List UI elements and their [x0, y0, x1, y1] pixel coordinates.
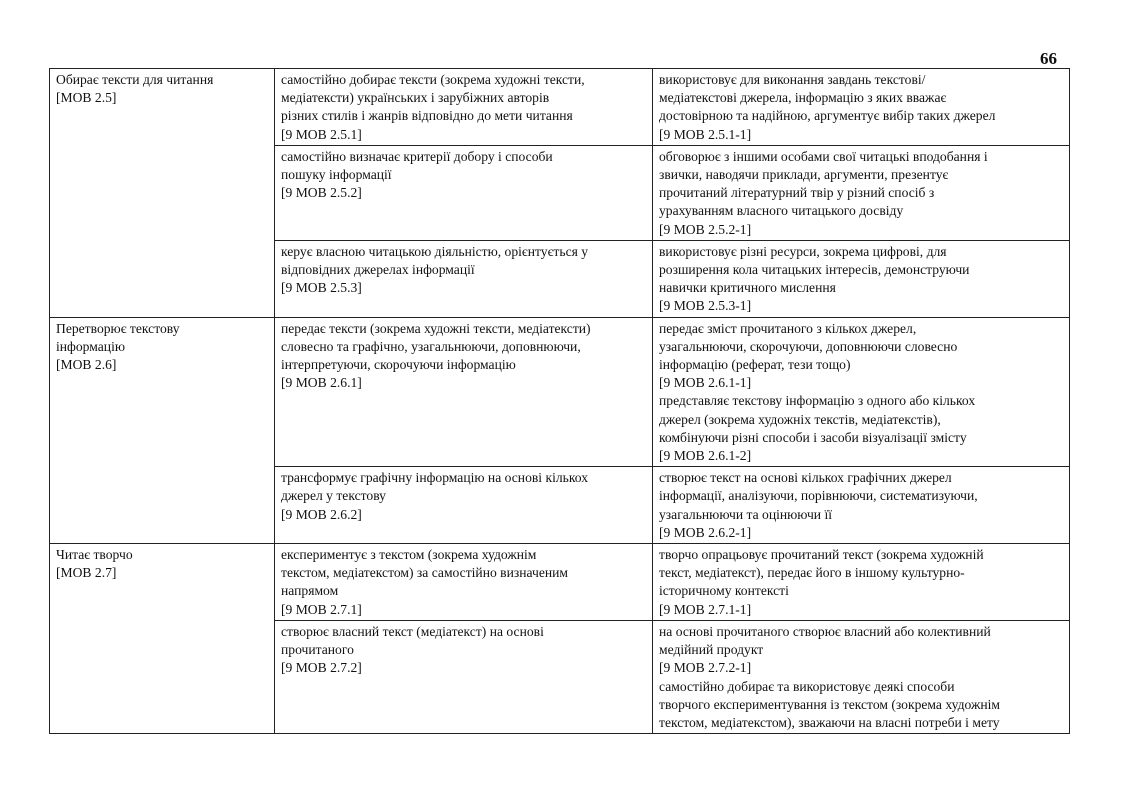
- text-line: на основі прочитаного створює власний або колективний: [659, 623, 991, 639]
- page-number: 66: [1040, 49, 1057, 68]
- text-line: створює власний текст (медіатекст) на основі: [281, 623, 544, 639]
- specific-outcome-cell: [275, 145, 653, 240]
- text-line: текстом, медіатекстом), зважаючи на власні потреби і мету: [659, 714, 1000, 730]
- outcome-code: [9 МОВ 2.6.1-1]: [659, 375, 752, 391]
- skill-cell: [50, 69, 275, 318]
- outcome-code: [9 МОВ 2.6.2-1]: [659, 524, 752, 540]
- text-line: історичному контексті: [659, 583, 789, 599]
- skill-line: інформацію: [56, 338, 125, 354]
- outcome-code: [9 МОВ 2.5.1]: [281, 126, 362, 142]
- text-line: комбінуючи різні способи і засоби візуалізації змісту: [659, 429, 967, 445]
- outcome-code: [9 МОВ 2.5.3]: [281, 280, 362, 296]
- text-line: різних стилів і жанрів відповідно до мети читання: [281, 108, 573, 124]
- expected-result-cell: [653, 467, 1070, 544]
- outcome-code: [9 МОВ 2.5.1-1]: [659, 126, 752, 142]
- text-line: створює текст на основі кількох графічних джерел: [659, 470, 952, 486]
- text-line: використовує для виконання завдань текстові/: [659, 72, 926, 87]
- outcome-code: [9 МОВ 2.6.1-2]: [659, 448, 752, 464]
- text-line: медіатексти) українських і зарубіжних авторів: [281, 90, 550, 106]
- text-line: звички, наводячи приклади, аргументи, презентує: [659, 167, 949, 183]
- text-line: передає зміст прочитаного з кількох джерел,: [659, 320, 917, 336]
- outcome-code: [9 МОВ 2.6.1]: [281, 375, 362, 391]
- text-line: джерел у текстову: [281, 488, 386, 504]
- text-line: самостійно добирає тексти (зокрема художні тексти,: [281, 72, 585, 87]
- text-line: використовує різні ресурси, зокрема цифрові, для: [659, 243, 947, 259]
- outcome-code: [9 МОВ 2.5.2]: [281, 185, 362, 201]
- expected-result-cell: [653, 240, 1070, 317]
- text-line: словесно та графічно, узагальнюючи, доповнюючи,: [281, 338, 581, 354]
- text-line: напрямом: [281, 583, 339, 599]
- expected-result-cell: [653, 69, 1070, 146]
- specific-outcome-cell: [275, 69, 653, 146]
- skill-line: [МОВ 2.5]: [56, 90, 117, 106]
- text-line: творчого експериментування із текстом (зокрема художнім: [659, 696, 1000, 712]
- skill-line: Перетворює текстову: [56, 320, 180, 336]
- expected-result-cell: [653, 317, 1070, 467]
- curriculum-table: [49, 68, 1070, 734]
- text-line: обговорює з іншими особами свої читацькі вподобання і: [659, 148, 988, 164]
- text-line: керує власною читацькою діяльністю, орієнтується у: [281, 243, 589, 259]
- text-line: самостійно добирає та використовує деякі способи: [659, 678, 955, 694]
- table-row: [50, 544, 1070, 621]
- outcome-code: [9 МОВ 2.7.1]: [281, 601, 362, 617]
- specific-outcome-cell: [275, 317, 653, 467]
- text-line: достовірною та надійною, аргументує вибір таких джерел: [659, 108, 996, 124]
- text-line: інтерпретуючи, скорочуючи інформацію: [281, 357, 516, 373]
- skill-cell: [50, 544, 275, 734]
- text-line: текстом, медіатекстом) за самостійно визначеним: [281, 565, 569, 581]
- text-line: пошуку інформації: [281, 167, 392, 183]
- outcome-code: [9 МОВ 2.6.2]: [281, 506, 362, 522]
- text-line: представляє текстову інформацію з одного або кількох: [659, 393, 976, 409]
- skill-line: [МОВ 2.7]: [56, 565, 117, 581]
- outcome-code: [9 МОВ 2.7.2-1]: [659, 660, 752, 676]
- skill-line: Обирає тексти для читання: [56, 72, 214, 87]
- text-line: розширення кола читацьких інтересів, демонструючи: [659, 262, 970, 278]
- skill-line: Читає творчо: [56, 547, 133, 563]
- expected-result-cell: [653, 544, 1070, 621]
- skill-line: [МОВ 2.6]: [56, 357, 117, 373]
- text-line: навички критичного мислення: [659, 280, 836, 296]
- specific-outcome-cell: [275, 240, 653, 317]
- expected-result-cell: [653, 620, 1070, 733]
- specific-outcome-cell: [275, 467, 653, 544]
- outcome-code: [9 МОВ 2.7.1-1]: [659, 601, 752, 617]
- text-line: текст, медіатекст), передає його в іншому культурно-: [659, 565, 965, 581]
- text-line: урахуванням власного читацького досвіду: [659, 203, 904, 219]
- text-line: інформацію (реферат, тези тощо): [659, 357, 851, 373]
- text-line: творчо опрацьовує прочитаний текст (зокрема художній: [659, 547, 984, 563]
- text-line: передає тексти (зокрема художні тексти, медіатексти): [281, 320, 591, 336]
- text-line: прочитаний літературний твір у різний спосіб з: [659, 185, 935, 201]
- skill-cell: [50, 317, 275, 543]
- text-line: відповідних джерелах інформації: [281, 262, 475, 278]
- text-line: інформації, аналізуючи, порівнюючи, систематизуючи,: [659, 488, 978, 504]
- expected-result-cell: [653, 145, 1070, 240]
- specific-outcome-cell: [275, 544, 653, 621]
- text-line: прочитаного: [281, 642, 354, 658]
- text-line: джерел (зокрема художніх текстів, медіатекстів),: [659, 411, 941, 427]
- text-line: узагальнюючи та оцінюючи її: [659, 506, 833, 522]
- table-row: [50, 69, 1070, 146]
- specific-outcome-cell: [275, 620, 653, 733]
- outcome-code: [9 МОВ 2.7.2]: [281, 660, 362, 676]
- text-line: узагальнюючи, скорочуючи, доповнюючи словесно: [659, 338, 958, 354]
- outcome-code: [9 МОВ 2.5.2-1]: [659, 221, 752, 237]
- text-line: самостійно визначає критерії добору і способи: [281, 148, 553, 164]
- text-line: медіатекстові джерела, інформацію з яких вважає: [659, 90, 947, 106]
- text-line: експериментує з текстом (зокрема художнім: [281, 547, 537, 563]
- text-line: трансформує графічну інформацію на основі кількох: [281, 470, 589, 486]
- text-line: медійний продукт: [659, 642, 764, 658]
- outcome-code: [9 МОВ 2.5.3-1]: [659, 298, 752, 314]
- table-row: [50, 317, 1070, 467]
